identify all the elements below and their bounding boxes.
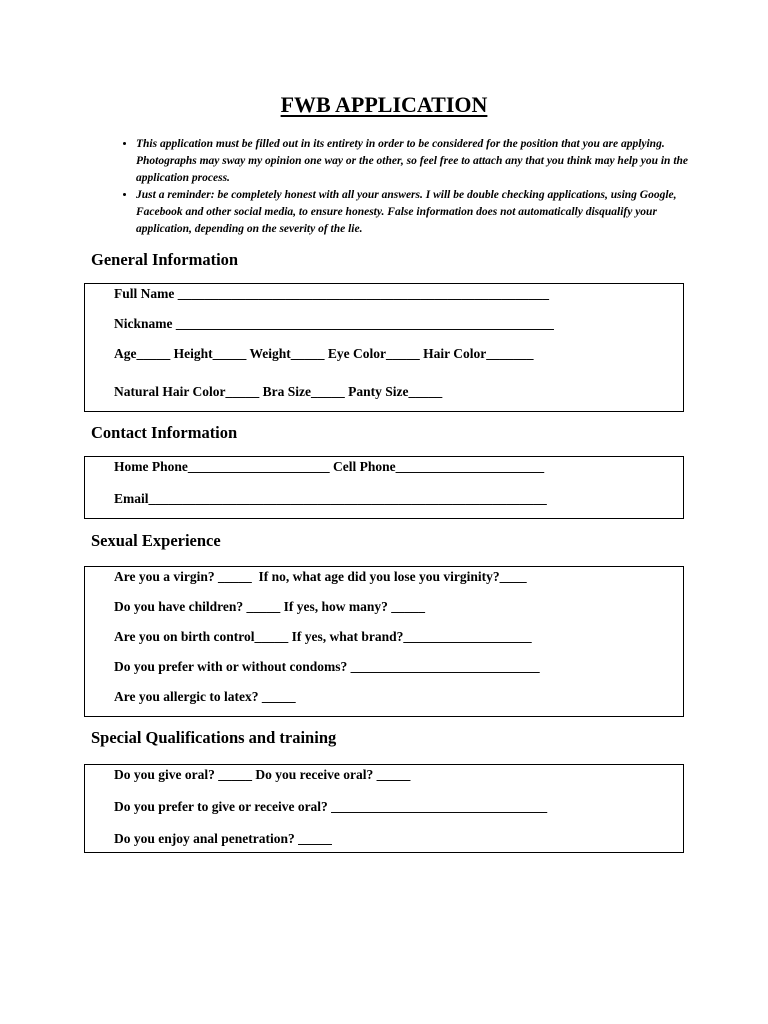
instruction-item: • Just a reminder: be completely honest with all your answers. I will be double checking applications, using Google, Facebook and other social media, to ensure honesty. False information does not automatically disqualify your application, depending on the severity of the lie.	[136, 187, 702, 238]
oral-question[interactable]: Do you give oral? _____ Do you receive oral? _____	[114, 767, 411, 782]
hair-size-fields[interactable]: Natural Hair Color_____ Bra Size_____ Panty Size_____	[114, 384, 443, 399]
general-info-box	[84, 283, 684, 412]
section-heading-special: Special Qualifications and training	[91, 728, 337, 747]
instruction-item: • This application must be filled out in its entirety in order to be considered for the position that you are applying. Photographs may sway my opinion one way or the other, so feel free to attach any that you think may help you in the application process.	[136, 136, 702, 187]
page-title: FWB APPLICATION	[280, 92, 488, 117]
condoms-question[interactable]: Do you prefer with or without condoms? ____________________________	[114, 659, 540, 674]
virgin-question[interactable]: Are you a virgin? _____ If no, what age did you lose you virginity?____	[114, 569, 527, 584]
contact-info-box	[84, 456, 684, 519]
children-question[interactable]: Do you have children? _____ If yes, how many? _____	[114, 599, 426, 614]
latex-question[interactable]: Are you allergic to latex? _____	[114, 689, 296, 704]
birth-control-question[interactable]: Are you on birth control_____ If yes, what brand?___________________	[114, 629, 532, 644]
sexual-experience-box	[84, 566, 684, 717]
section-heading-contact: Contact Information	[91, 423, 238, 442]
special-qualifications-box	[84, 764, 684, 853]
full-name-field[interactable]: Full Name _______________________________________________________	[114, 286, 549, 301]
instructions-list	[112, 136, 702, 238]
anal-question[interactable]: Do you enjoy anal penetration? _____	[114, 831, 332, 846]
body-stats-fields[interactable]: Age_____ Height_____ Weight_____ Eye Color_____ Hair Color_______	[114, 346, 534, 361]
phone-fields[interactable]: Home Phone_____________________ Cell Phone______________________	[114, 459, 545, 474]
oral-preference-question[interactable]: Do you prefer to give or receive oral? ________________________________	[114, 799, 548, 814]
nickname-field[interactable]: Nickname ________________________________________________________	[114, 316, 554, 331]
section-heading-general: General Information	[91, 250, 239, 269]
section-heading-sexual: Sexual Experience	[91, 531, 221, 550]
email-field[interactable]: Email___________________________________________________________	[114, 491, 547, 506]
